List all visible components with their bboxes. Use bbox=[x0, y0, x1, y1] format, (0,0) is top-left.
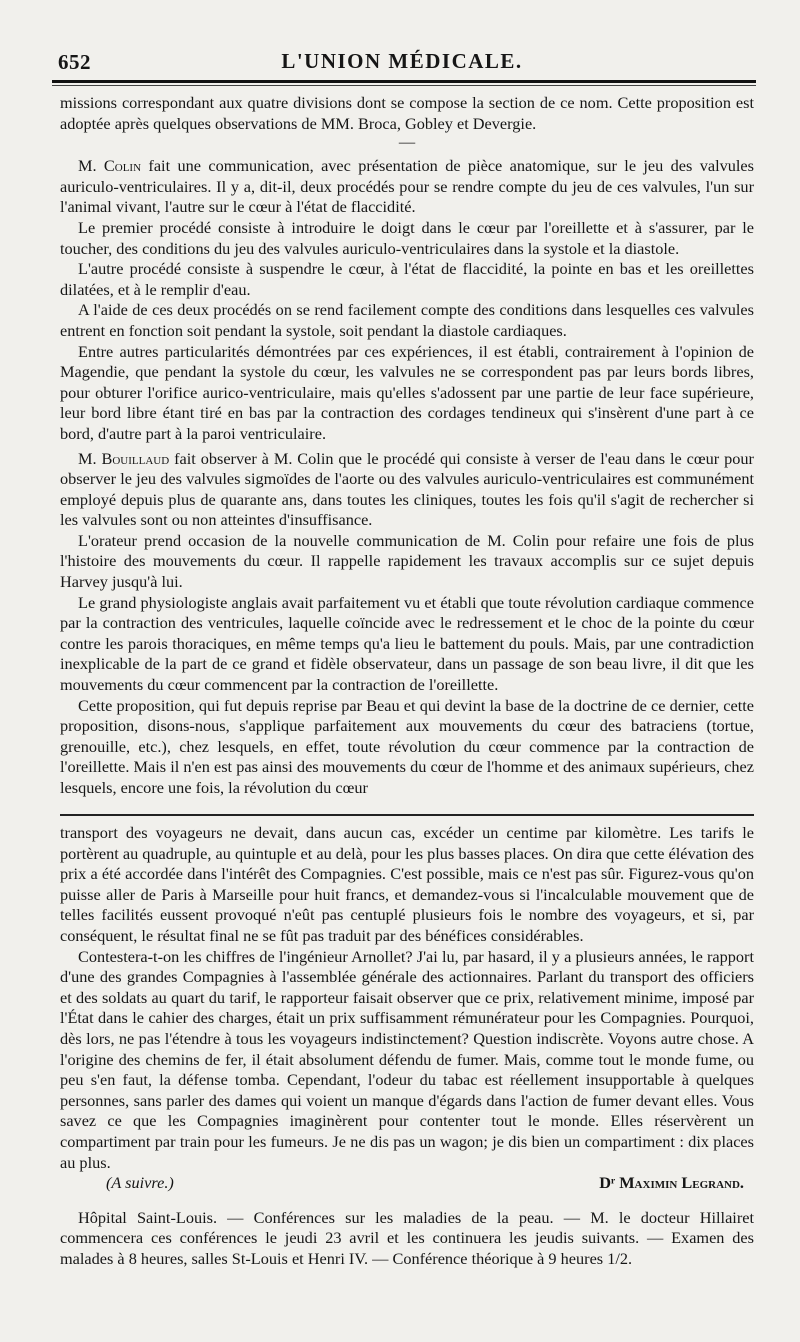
paragraph: L'autre procédé consiste à suspendre le cœur, à l'état de flaccidité, la pointe en bas et les oreillettes dilatées, et à le remplir d'eau. bbox=[60, 259, 754, 299]
academy-report-section bbox=[60, 93, 754, 799]
paragraph: transport des voyageurs ne devait, dans aucun cas, excéder un centime par kilomètre. Les tarifs le portèrent au quadruple, au quintuple et au delà, pour les plus basses places. On dira que cette élévation des prix a été accordée dans l'intérêt des Compagnies. C'est possible, mais ce n'est pas sûr. Figurez-vous qu'on puisse aller de Paris à Marseille pour huit francs, et demandez-vous si l'incalculable mouvement que de telles facilités eussent provoqué n'eût pas centuplé plusieurs fois le nombre des voyageurs, et si, par conséquent, le résultat final ne se fût pas traduit par des bénéfices considérables. bbox=[60, 823, 754, 945]
header-rule-thin bbox=[52, 85, 756, 86]
section-separator: — bbox=[398, 132, 416, 152]
paragraph-text: fait une communication, avec présentation de pièce anatomique, sur le jeu des valvules auriculo-ventriculaires. Il y a, dit-il, deux procédés pour se rendre compte du jeu de ces valvules, l'un sur l'animal vivant, l'autre sur le cœur à l'état de flaccidité. bbox=[60, 156, 754, 217]
page-header bbox=[52, 44, 752, 78]
paragraph bbox=[60, 156, 754, 218]
paragraph: missions correspondant aux quatre divisions dont se compose la section de ce nom. Cette proposition est adoptée après quelques observations de MM. Broca, Gobley et Devergie. bbox=[60, 93, 754, 133]
paragraph: A l'aide de ces deux procédés on se rend facilement compte des conditions dans lesquelles ces valvules entrent en fonction soit pendant la systole, soit pendant la diastole cardiaques. bbox=[60, 300, 754, 340]
paragraph: Entre autres particularités démontrées par ces expériences, il est établi, contrairement à l'opinion de Magendie, que pendant la systole du cœur, les valvules ne se correspondent pas par leurs bords libres, pour obturer l'orifice aurico-ventriculaire, mais qu'elles s'adossent par une partie de leur face supérieure, leur bord libre étant tiré en bas par la contraction des cordages tendineux qui s'insèrent d'une part à ce bord, d'autre part à la paroi ventriculaire. bbox=[60, 341, 754, 443]
paragraph: Cette proposition, qui fut depuis reprise par Beau et qui devint la base de la doctrine de ce dernier, cette proposition, disons-nous, s'applique parfaitement aux mouvements du cœur des batraciens (tortue, grenouille, etc.), chez lesquels, en effet, toute révolution du cœur commence par la contraction de l'oreillette. Mais il n'en est pas ainsi des mouvements du cœur de l'homme et des animaux supérieurs, chez lesquels, encore une fois, la révolution du cœur bbox=[60, 695, 754, 797]
signature-line bbox=[60, 1173, 754, 1194]
paragraph-text: fait observer à M. Colin que le procédé qui consiste à verser de l'eau dans le cœur pour observer le jeu des valvules sigmoïdes de l'aorte ou des valvules auriculo-ventriculaires est communément employé depuis plus de quarante ans, dans toutes les cliniques, toutes les fois qu'il s'agit de rechercher si les valvules sont ou non atteintes d'insuffisance. bbox=[60, 448, 754, 530]
speaker-name: M. Colin bbox=[78, 156, 142, 176]
feuilleton-section bbox=[60, 823, 754, 1269]
feuilleton-rule bbox=[60, 814, 754, 816]
author-signature: Dʳ Maximin Legrand. bbox=[599, 1173, 744, 1193]
notice-paragraph: Hôpital Saint-Louis. — Conférences sur les maladies de la peau. — M. le docteur Hillairet commencera ces conférences le jeudi 23 avril et les continuera les jeudis suivants. — Examen des malades à 8 heures, salles St-Louis et Henri IV. — Conférence théorique à 9 heures 1/2. bbox=[60, 1207, 754, 1268]
speaker-name: M. Bouillaud bbox=[78, 448, 170, 468]
paragraph: Le premier procédé consiste à introduire le doigt dans le cœur par l'oreillette et à s'assurer, par le toucher, des conditions du jeu des valvules auriculo-ventriculaires dans la systole et la diastole. bbox=[60, 217, 754, 258]
to-be-continued: (A suivre.) bbox=[106, 1173, 174, 1193]
header-rule bbox=[52, 80, 756, 83]
paragraph: L'orateur prend occasion de la nouvelle communication de M. Colin pour refaire une fois de plus l'histoire des mouvements du cœur. Il rappelle rapidement les travaux accomplis sur ce sujet depuis Harvey jusqu'à lui. bbox=[60, 530, 754, 592]
paragraph: Le grand physiologiste anglais avait parfaitement vu et établi que toute révolution cardiaque commence par la contraction des ventricules, laquelle coïncide avec le redressement et le choc de la pointe du cœur contre les parois thoraciques, en même temps qu'a lieu le battement du pouls. Mais, par une contradiction inexplicable de la part de ce grand et fidèle observateur, dans un passage de son beau livre, il dit que les mouvements du cœur commencent par la contraction de l'oreillette. bbox=[60, 592, 754, 695]
paragraph bbox=[60, 449, 754, 531]
running-title: L'UNION MÉDICALE. bbox=[281, 49, 523, 73]
page-number: 652 bbox=[58, 50, 91, 74]
paragraph: Contestera-t-on les chiffres de l'ingénieur Arnollet? J'ai lu, par hasard, il y a plusieurs années, le rapport d'une des grandes Compagnies à l'assemblée générale des actionnaires. Parlant du transport des officiers et des soldats au quart du tarif, le rapporteur faisait observer que ce prix, relativement minime, imposé par l'État dans le cahier des charges, était un prix suffisamment rémunérateur pour les Compagnies. Pourquoi, dès lors, ne pas l'étendre à tous les voyageurs indistinctement? Question indiscrète. Voyons autre chose. A l'origine des chemins de fer, il était absolument défendu de fumer. Mais, comme tout le monde fume, ou peu s'en faut, la défense tomba. Cependant, l'odeur du tabac est réellement insupportable à quelques personnes, sans parler des dames qui voient un manque d'égards dans l'action de fumer devant elles. Vous savez ce que les Compagnies imaginèrent pour contenter tout le monde. Elles réservèrent un compartiment par train pour les fumeurs. Je ne dis pas un wagon; je dis bien un compartiment : dix places au plus. bbox=[60, 946, 754, 1172]
